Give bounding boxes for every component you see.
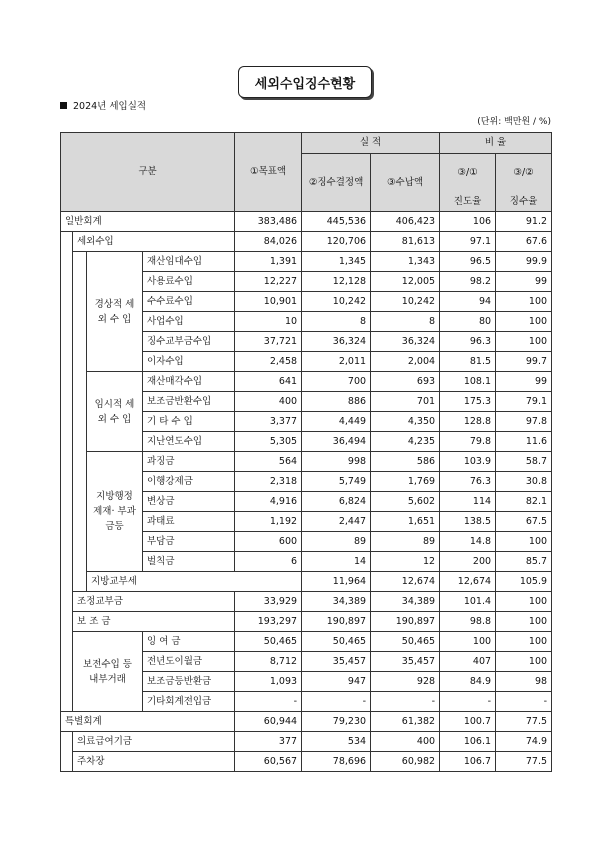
row-label: 특별회계 bbox=[61, 712, 235, 732]
cell-collection-rate: 99 bbox=[496, 272, 552, 292]
cell-target: 2,458 bbox=[235, 352, 302, 372]
cell-collected: 4,350 bbox=[371, 412, 440, 432]
header-progress-rate: 진도율 bbox=[440, 192, 496, 212]
cell-collected: 12,674 bbox=[440, 572, 496, 592]
table-row bbox=[61, 592, 552, 612]
row-label: 전년도이월금 bbox=[143, 652, 235, 672]
cell-decided: 12,674 bbox=[371, 572, 440, 592]
section-label: 2024년 세입실적 bbox=[73, 101, 147, 112]
cell-progress-rate: 96.3 bbox=[440, 332, 496, 352]
cell-collected: 693 bbox=[371, 372, 440, 392]
cell-target: 383,486 bbox=[235, 212, 302, 232]
header-collected: ③수납액 bbox=[371, 154, 440, 212]
cell-progress-rate: 79.8 bbox=[440, 432, 496, 452]
header-target: ①목표액 bbox=[235, 133, 302, 212]
table-row bbox=[61, 712, 552, 732]
row-label: 일반회계 bbox=[61, 212, 235, 232]
cell-collected: 60,982 bbox=[371, 752, 440, 772]
row-label: 사업수입 bbox=[143, 312, 235, 332]
cell-collected: 50,465 bbox=[371, 632, 440, 652]
cell-decided: 700 bbox=[302, 372, 371, 392]
cell-collection-rate: - bbox=[496, 692, 552, 712]
cell-target: 10,901 bbox=[235, 292, 302, 312]
header-ratio2-formula: ③/② bbox=[496, 154, 552, 193]
cell-collection-rate: 58.7 bbox=[496, 452, 552, 472]
cell-collected: 2,004 bbox=[371, 352, 440, 372]
table-row bbox=[61, 372, 552, 392]
cell-decided: 35,457 bbox=[302, 652, 371, 672]
revenue-table bbox=[60, 132, 552, 772]
cell-progress-rate: 407 bbox=[440, 652, 496, 672]
cell-collection-rate: 97.8 bbox=[496, 412, 552, 432]
group-label-bojeon: 보전수입 등 내부거래 bbox=[73, 632, 143, 712]
cell-collection-rate: 77.5 bbox=[496, 752, 552, 772]
cell-progress-rate: 114 bbox=[440, 492, 496, 512]
cell-target: 193,297 bbox=[235, 612, 302, 632]
cell-target: 377 bbox=[235, 732, 302, 752]
row-label: 과징금 bbox=[143, 452, 235, 472]
cell-target: 1,192 bbox=[235, 512, 302, 532]
cell-collected: 89 bbox=[371, 532, 440, 552]
row-label: 수수료수입 bbox=[143, 292, 235, 312]
cell-collection-rate: 100 bbox=[496, 312, 552, 332]
table-row bbox=[61, 632, 552, 652]
cell-progress-rate: 97.1 bbox=[440, 232, 496, 252]
cell-decided: 2,447 bbox=[302, 512, 371, 532]
cell-collection-rate: 100 bbox=[496, 332, 552, 352]
cell-decided: 5,749 bbox=[302, 472, 371, 492]
row-label: 조정교부금 bbox=[73, 592, 235, 612]
cell-target: 12,227 bbox=[235, 272, 302, 292]
row-label: 이행강제금 bbox=[143, 472, 235, 492]
cell-target: 1,093 bbox=[235, 672, 302, 692]
cell-collection-rate: 99.7 bbox=[496, 352, 552, 372]
cell-collection-rate: 100 bbox=[496, 532, 552, 552]
cell-collection-rate: 74.9 bbox=[496, 732, 552, 752]
cell-progress-rate: 106 bbox=[440, 212, 496, 232]
cell-target: 5,305 bbox=[235, 432, 302, 452]
row-label: 의료급여기금 bbox=[73, 732, 235, 752]
table-row bbox=[61, 252, 552, 272]
cell-decided: 14 bbox=[302, 552, 371, 572]
cell-collected: 1,651 bbox=[371, 512, 440, 532]
indent-cell bbox=[73, 252, 87, 592]
table-row bbox=[61, 732, 552, 752]
cell-progress-rate: 138.5 bbox=[440, 512, 496, 532]
row-label: 기 타 수 입 bbox=[143, 412, 235, 432]
row-label: 부담금 bbox=[143, 532, 235, 552]
cell-progress-rate: 81.5 bbox=[440, 352, 496, 372]
cell-collected: 12,005 bbox=[371, 272, 440, 292]
cell-decided: 6,824 bbox=[302, 492, 371, 512]
unit-note: (단위: 백만원 / %) bbox=[477, 117, 551, 127]
cell-progress-rate: 98.2 bbox=[440, 272, 496, 292]
row-label: 과태료 bbox=[143, 512, 235, 532]
cell-decided: 34,389 bbox=[302, 592, 371, 612]
cell-collected: 81,613 bbox=[371, 232, 440, 252]
cell-collection-rate: 100 bbox=[496, 292, 552, 312]
row-label: 재산매각수입 bbox=[143, 372, 235, 392]
cell-progress-rate: 106.1 bbox=[440, 732, 496, 752]
indent-cell bbox=[61, 732, 73, 772]
cell-target: 84,026 bbox=[235, 232, 302, 252]
cell-decided: 79,230 bbox=[302, 712, 371, 732]
cell-collected: - bbox=[371, 692, 440, 712]
cell-collected: 406,423 bbox=[371, 212, 440, 232]
cell-collected: 190,897 bbox=[371, 612, 440, 632]
indent-cell bbox=[61, 232, 73, 712]
cell-decided: 190,897 bbox=[302, 612, 371, 632]
cell-target: 2,318 bbox=[235, 472, 302, 492]
cell-collected: 34,389 bbox=[371, 592, 440, 612]
cell-collection-rate: 67.6 bbox=[496, 232, 552, 252]
row-label: 보조금반환수입 bbox=[143, 392, 235, 412]
cell-progress-rate: 98.8 bbox=[440, 612, 496, 632]
cell-target: 11,964 bbox=[302, 572, 371, 592]
cell-decided: - bbox=[302, 692, 371, 712]
table-row bbox=[61, 572, 552, 592]
cell-collection-rate: 77.5 bbox=[496, 712, 552, 732]
cell-progress-rate: 128.8 bbox=[440, 412, 496, 432]
cell-decided: 2,011 bbox=[302, 352, 371, 372]
cell-decided: 89 bbox=[302, 532, 371, 552]
header-actual: 실 적 bbox=[302, 133, 440, 154]
row-label: 보 조 금 bbox=[73, 612, 235, 632]
cell-collected: 10,242 bbox=[371, 292, 440, 312]
cell-collected: 12 bbox=[371, 552, 440, 572]
cell-progress-rate: 96.5 bbox=[440, 252, 496, 272]
cell-decided: 886 bbox=[302, 392, 371, 412]
cell-decided: 998 bbox=[302, 452, 371, 472]
cell-progress-rate: 76.3 bbox=[440, 472, 496, 492]
cell-collection-rate: 100 bbox=[496, 632, 552, 652]
cell-collection-rate: 100 bbox=[496, 652, 552, 672]
header-ratio1-formula: ③/① bbox=[440, 154, 496, 193]
row-label: 재산임대수입 bbox=[143, 252, 235, 272]
cell-progress-rate: 108.1 bbox=[440, 372, 496, 392]
group-label-gyeongsang: 경상적 세 외 수 입 bbox=[87, 252, 143, 372]
cell-target: 60,567 bbox=[235, 752, 302, 772]
cell-collected: 586 bbox=[371, 452, 440, 472]
cell-decided: 4,449 bbox=[302, 412, 371, 432]
cell-collection-rate: 79.1 bbox=[496, 392, 552, 412]
cell-decided: 120,706 bbox=[302, 232, 371, 252]
cell-collected: 8 bbox=[371, 312, 440, 332]
cell-decided: 36,324 bbox=[302, 332, 371, 352]
cell-decided: 10,242 bbox=[302, 292, 371, 312]
cell-collection-rate: 82.1 bbox=[496, 492, 552, 512]
cell-decided: 50,465 bbox=[302, 632, 371, 652]
row-label: 보조금등반환금 bbox=[143, 672, 235, 692]
cell-target: 10 bbox=[235, 312, 302, 332]
page-title: 세외수입징수현황 bbox=[238, 66, 372, 98]
cell-progress-rate: 100 bbox=[440, 632, 496, 652]
table-row bbox=[61, 212, 552, 232]
section-heading bbox=[60, 98, 146, 112]
cell-collected: 5,602 bbox=[371, 492, 440, 512]
cell-collection-rate: 11.6 bbox=[496, 432, 552, 452]
cell-progress-rate: 84.9 bbox=[440, 672, 496, 692]
row-label: 지난연도수입 bbox=[143, 432, 235, 452]
cell-collected: 400 bbox=[371, 732, 440, 752]
cell-progress-rate: 105.9 bbox=[496, 572, 552, 592]
cell-collection-rate: 98 bbox=[496, 672, 552, 692]
cell-target: 4,916 bbox=[235, 492, 302, 512]
cell-collection-rate: 30.8 bbox=[496, 472, 552, 492]
cell-progress-rate: 100.7 bbox=[440, 712, 496, 732]
cell-progress-rate: 14.8 bbox=[440, 532, 496, 552]
cell-target: 641 bbox=[235, 372, 302, 392]
cell-target: 60,944 bbox=[235, 712, 302, 732]
cell-progress-rate: 80 bbox=[440, 312, 496, 332]
cell-collection-rate: 99.9 bbox=[496, 252, 552, 272]
cell-progress-rate: 101.4 bbox=[440, 592, 496, 612]
table-row bbox=[61, 452, 552, 472]
row-label: 벌칙금 bbox=[143, 552, 235, 572]
cell-decided: 12,128 bbox=[302, 272, 371, 292]
cell-target: - bbox=[235, 692, 302, 712]
cell-decided: 534 bbox=[302, 732, 371, 752]
header-ratio: 비 율 bbox=[440, 133, 552, 154]
cell-collection-rate: 67.5 bbox=[496, 512, 552, 532]
cell-target: 8,712 bbox=[235, 652, 302, 672]
cell-progress-rate: 106.7 bbox=[440, 752, 496, 772]
group-label-jibang: 지방행정 제재· 부과금등 bbox=[87, 452, 143, 572]
cell-target: 3,377 bbox=[235, 412, 302, 432]
cell-collection-rate: 91.2 bbox=[496, 212, 552, 232]
cell-progress-rate: 94 bbox=[440, 292, 496, 312]
cell-progress-rate: 103.9 bbox=[440, 452, 496, 472]
cell-collection-rate: 99 bbox=[496, 372, 552, 392]
cell-decided: 1,345 bbox=[302, 252, 371, 272]
cell-target: 600 bbox=[235, 532, 302, 552]
cell-collection-rate: 85.7 bbox=[496, 552, 552, 572]
row-label: 이자수입 bbox=[143, 352, 235, 372]
cell-collected: 1,769 bbox=[371, 472, 440, 492]
cell-decided: 8 bbox=[302, 312, 371, 332]
cell-collection-rate: 100 bbox=[496, 612, 552, 632]
row-label: 징수교부금수입 bbox=[143, 332, 235, 352]
row-label: 주차장 bbox=[73, 752, 235, 772]
cell-target: 50,465 bbox=[235, 632, 302, 652]
cell-progress-rate: - bbox=[440, 692, 496, 712]
row-label: 세외수입 bbox=[73, 232, 235, 252]
table-row bbox=[61, 752, 552, 772]
cell-decided: 36,494 bbox=[302, 432, 371, 452]
cell-collected: 35,457 bbox=[371, 652, 440, 672]
cell-collected: 1,343 bbox=[371, 252, 440, 272]
cell-decided: 445,536 bbox=[302, 212, 371, 232]
cell-target: 1,391 bbox=[235, 252, 302, 272]
cell-decided: 947 bbox=[302, 672, 371, 692]
square-bullet-icon bbox=[60, 102, 67, 109]
cell-target: 6 bbox=[235, 552, 302, 572]
group-label-imsi: 임시적 세 외 수 입 bbox=[87, 372, 143, 452]
row-label: 지방교부세 bbox=[87, 572, 302, 592]
cell-progress-rate: 175.3 bbox=[440, 392, 496, 412]
row-label: 사용료수입 bbox=[143, 272, 235, 292]
cell-collected: 61,382 bbox=[371, 712, 440, 732]
cell-progress-rate: 200 bbox=[440, 552, 496, 572]
cell-target: 37,721 bbox=[235, 332, 302, 352]
cell-target: 33,929 bbox=[235, 592, 302, 612]
header-category: 구분 bbox=[61, 133, 235, 212]
cell-collected: 928 bbox=[371, 672, 440, 692]
cell-collected: 36,324 bbox=[371, 332, 440, 352]
cell-decided: 78,696 bbox=[302, 752, 371, 772]
row-label: 잉 여 금 bbox=[143, 632, 235, 652]
header-decided: ②징수결정액 bbox=[302, 154, 371, 212]
cell-target: 564 bbox=[235, 452, 302, 472]
table-row bbox=[61, 232, 552, 252]
cell-target: 400 bbox=[235, 392, 302, 412]
row-label: 기타회계전입금 bbox=[143, 692, 235, 712]
table-row bbox=[61, 612, 552, 632]
cell-collected: 4,235 bbox=[371, 432, 440, 452]
cell-collection-rate: 100 bbox=[496, 592, 552, 612]
row-label: 변상금 bbox=[143, 492, 235, 512]
header-collection-rate: 징수율 bbox=[496, 192, 552, 212]
cell-collected: 701 bbox=[371, 392, 440, 412]
